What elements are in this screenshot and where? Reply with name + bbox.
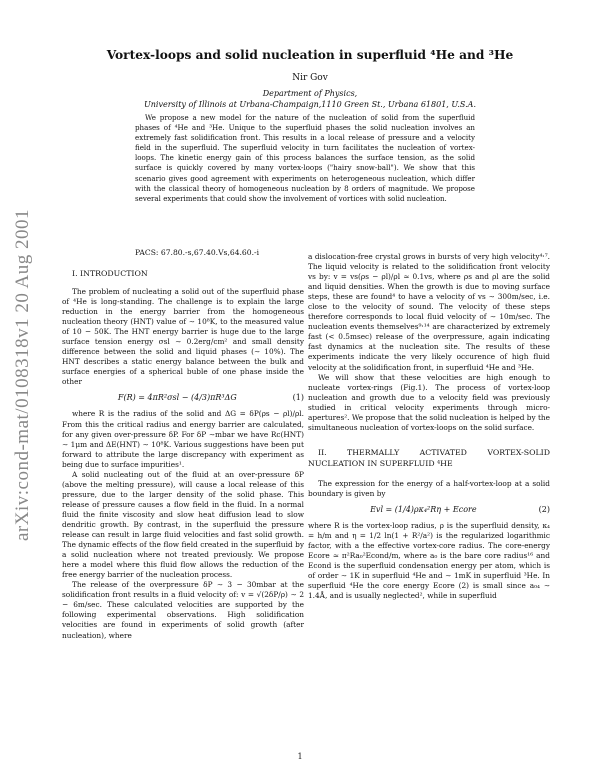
pacs: PACS: 67.80.-s,67.40.Vs,64.60.-i [135, 248, 260, 257]
arxiv-sidebar [3, 180, 43, 570]
paragraph: We will show that these velocities are high enough to nucleate vortex-rings (Fig.1). The process of vortex-loop nucleation and growth due to a velocity field was previously studied in critical velocity experiments through micro-apertures². We propose that the solid nucleation is helped by the simultaneous nucleation of vortex-loops on the solid surface. [308, 372, 550, 432]
right-column [308, 252, 550, 601]
arxiv-id: arXiv:cond-mat/0108318v1 20 Aug 2001 [12, 209, 33, 541]
paragraph: The problem of nucleating a solid out of the superfluid phase of ⁴He is long-standing. The challenge is to explain the large reduction in the energy barrier from the homogeneous nucleation theory (HNT) value of ∼ 10⁸K, to the measured value of 10 − 50K. The HNT energy barrier is huge due to the large surface tension energy σsl ∼ 0.2erg/cm² and small density difference between the solid and liquid phases (∼ 10%). The HNT describes a static energy balance between the bulk and surface energies of a spherical buble of one phase inside the other [62, 287, 304, 387]
paragraph: where R is the vortex-loop radius, ρ is the superfluid density, κ₄ = h/m and η = 1/2 ln(1 + R²/a²) is the regularized logarithmic factor, with a the effective vortex-core radius. The core-energy Ecore ≃ π²Ra₀²Econd/m, where a₀ is the bare core radius¹⁶ and Econd is the superfluid condensation energy per atom, which is of order ∼ 1K in superfluid ⁴He and ∼ 1mK in superfluid ³He. In superfluid ⁴He the core energy Ecore (2) is small since a₀₄ ∼ 1.4Å, and is usually neglected², while in superfluid [308, 520, 550, 601]
paragraph: The release of the overpressure δP ∼ 3 − 30mbar at the solidification front results in a fluid velocity of: v = √(2δP/ρ) ∼ 2 − 6m/sec. These calculated velocities are supported by the following experimental observations. High solidification velocities are found in experiments of solid growth (after nucleation), where [62, 580, 304, 640]
abstract: We propose a new model for the nature of the nucleation of solid from the superfluid phases of ⁴He and ³He. Unique to the superfluid phases the solid nucleation involves an extremely fast solidification front. This results in a local release of pressure and a velocity field in the superfluid. The superfluid velocity in turn facilitates the nucleation of vortex-loops. The kinetic energy gain of this process balances the surface tension, as the solid surface is quickly covered by many vortex-loops ("hairy snow-ball"). We show that this scenario gives good agreement with experiments on heterogeneous nucleation, which differ with the classical theory of homogeneous nucleation by 8 orders of magnitude. We propose several experiments that could show the involvement of vortices with solid nucleation. [135, 113, 475, 203]
paper-title: Vortex-loops and solid nucleation in superfluid ⁴He and ³He [106, 48, 514, 62]
paragraph: where R is the radius of the solid and ΔG = δP(ρs − ρl)/ρl. From this the critical radius and energy barrier are calculated, for any given over-pressure δP. For δP ∼mbar we have Rc(HNT) ∼ 1μm and ΔE(HNT) ∼ 10⁸K. Various suggestions have been put forward to attribute the large discrepancy with experiment as being due to surface impurities¹. [62, 409, 304, 469]
equation-number: (2) [538, 504, 550, 514]
section-heading: I. INTRODUCTION [72, 269, 148, 278]
equation-body: Evl = (1/4)ρκ₄²Rη + Ecore [370, 504, 477, 514]
page-number: 1 [297, 752, 303, 761]
department: Department of Physics, [262, 89, 358, 98]
equation-body: F(R) = 4πR²σsl − (4/3)πR³ΔG [117, 393, 237, 403]
left-column [62, 268, 304, 641]
paragraph: A solid nucleating out of the fluid at an over-pressure δP (above the melting pressure), will cause a local release of this pressure, due to the larger density of the solid phase. This release of pressure causes a flow field in the fluid. In a normal fluid the finite viscosity and slow heat diffusion lead to slow dendritic growth. By contrast, in the superfluid the pressure release can result in large fluid velocities and fast solid growth. The dynamic effects of the flow field created in the superfluid by a solid nucleation where not treated previously. We propose here a model where this fluid flow allows the reduction of the free energy barrier of the nucleation process. [62, 469, 304, 580]
equation [308, 499, 550, 521]
paragraph: The expression for the energy of a half-vortex-loop at a solid boundary is given by [308, 478, 550, 498]
paragraph: a dislocation-free crystal grows in bursts of very high velocity⁴˒⁷. The liquid velocity is related to the solidification front velocity vs by: v = vs(ρs − ρl)/ρl ≃ 0.1vs, where ρs and ρl are the solid and liquid densities. When the growth is due to moving surface steps, these are found⁴ to have a velocity of vs ∼ 300m/sec, i.e. close to the velocity of sound. The velocity of these steps therefore corresponds to local fluid velocity of ∼ 10m/sec. The nucleation events themselves⁹˒¹⁴ are characterized by extremely fast (< 0.5msec) release of the overpressure, again indicating fast dynamics at the nucleation site. The results of these experiments indicate the very likely occurence of high fluid velocity at the solidification front, in superfluid ⁴He and ³He. [308, 252, 550, 372]
affiliation: University of Illinois at Urbana-Champaign,1110 Green St., Urbana 61801, U.S.A. [144, 100, 476, 109]
section-heading: II. THERMALLY ACTIVATED VORTEX-SOLID NUCLEATION IN SUPERFLUID ⁴HE [308, 447, 550, 468]
equation-number: (1) [292, 393, 304, 403]
author: Nir Gov [292, 73, 328, 83]
equation [62, 387, 304, 409]
